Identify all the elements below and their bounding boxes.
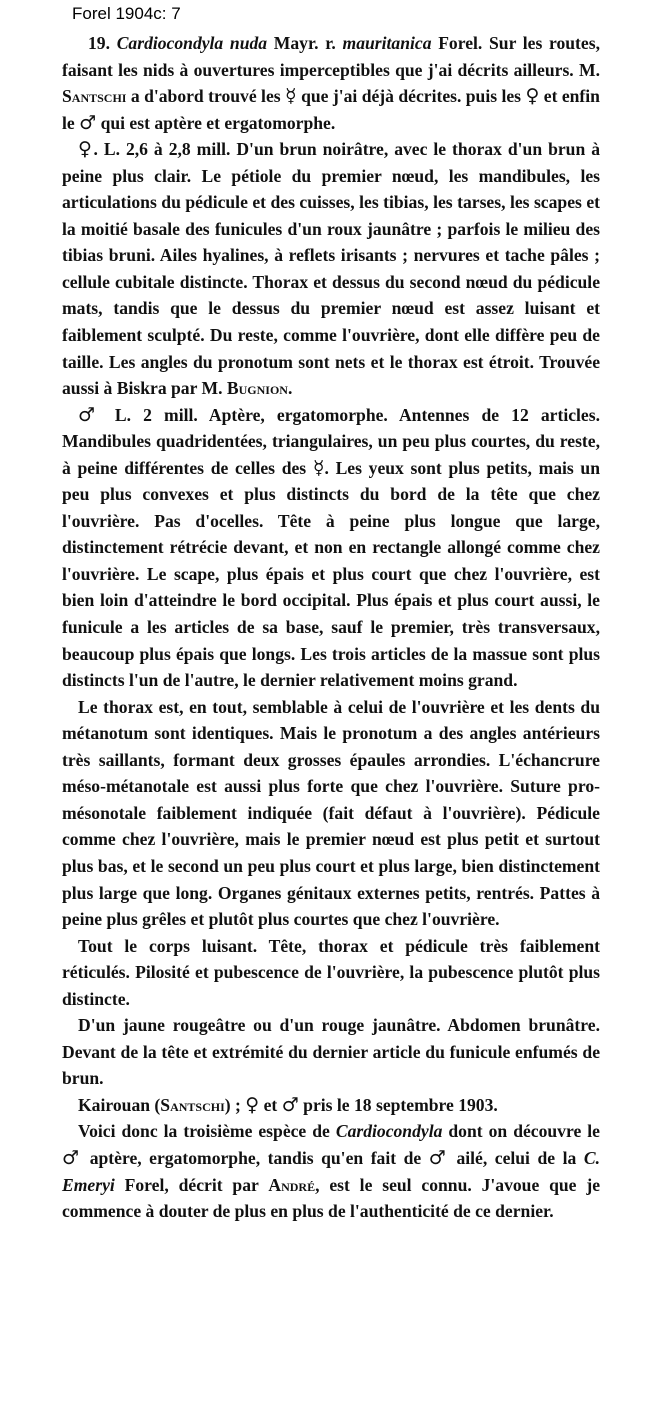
paragraph-text: . Les yeux sont plus petits, mais un peu plus convexes et plus distincts du bord de la tête que chez l'ouvrière. Pas d'ocelles. Tête à peine plus longue que large, distinctement rétrécie devant, et non en rectangle allongé comme chez l'ouvrière. Le scape, plus épais et plus court que chez l'ouvrière, est bien loin d'atteindre le bord occipital. Plus épais et plus court aussi, le funicule a les articles de sa base, sauf le premier, très transversaux, beaucoup plus épais que longs. Les trois articles de la massue sont plus distincts l'un de l'autre, le dernier relativement moins grand. bbox=[62, 457, 601, 691]
species-number: 19. bbox=[88, 33, 110, 53]
male-symbol-icon: ♂ bbox=[428, 1146, 449, 1169]
paragraph-color: D'un jaune rougeâtre ou d'un rouge jaunâtre. Abdomen brunâtre. Devant de la tête et extrémité du dernier article du funicule enfumés de brun. bbox=[62, 1015, 600, 1089]
paragraph-text: dont on découvre le bbox=[448, 1121, 600, 1142]
genus-name: Cardiocondyla bbox=[335, 1121, 443, 1142]
subspecies-name: mauritanica bbox=[342, 33, 432, 53]
paragraph-text: Forel, décrit par bbox=[124, 1174, 259, 1195]
worker-symbol-icon: ☿ bbox=[312, 456, 325, 479]
person-name: André bbox=[268, 1174, 316, 1195]
paragraph-text: et enfin le bbox=[62, 86, 600, 133]
paragraph-text: ailé, celui de la bbox=[456, 1147, 577, 1168]
page-header: Forel 1904c: 7 bbox=[72, 4, 181, 23]
paragraph-thorax: Le thorax est, en tout, semblable à celui de l'ouvrière et les dents du métanotum sont identiques. Mais le pronotum a des angles antérieurs très saillants, formant deux grosses épaules arrondies. L'échancrure méso-métanotale est aussi plus forte que chez l'ouvrière. Suture pro-mésonotale faiblement indiquée (fait défaut à l'ouvrière). Pédicule comme chez l'ouvrière, mais le premier nœud est plus petit et surtout plus bas, et le second un peu plus court et plus large, bien distinctement plus large que long. Organes génitaux externes petits, rentrés. Pattes à peine plus grêles et plutôt plus courtes que chez l'ouvrière. bbox=[62, 696, 600, 930]
paragraph-text: que j'ai déjà décrites. puis les bbox=[301, 86, 522, 107]
paragraph-text: aptère, ergatomorphe, tandis qu'en fait de bbox=[89, 1147, 422, 1168]
paragraph-text: pris le 18 septembre 1903. bbox=[303, 1094, 498, 1115]
paragraph-species-heading bbox=[62, 30, 600, 136]
locality-text: Kairouan ( bbox=[78, 1094, 161, 1115]
person-name: Santschi bbox=[160, 1094, 225, 1115]
paragraph-text: qui est aptère et ergatomorphe. bbox=[100, 112, 336, 133]
male-symbol-icon: ♂ bbox=[79, 111, 97, 134]
paragraph-text: a d'abord trouvé les bbox=[130, 86, 281, 107]
male-symbol-icon: ♂ bbox=[62, 1146, 83, 1169]
person-name: Santschi bbox=[62, 86, 127, 107]
paragraph-text: L. 2 mill. Aptère, ergatomorphe. Antennes de 12 articles. Mandibules quadridentées, triangulaires, un peu plus courtes, du reste, à peine différentes de celles des bbox=[62, 404, 600, 478]
female-symbol-icon: ♀ bbox=[525, 85, 540, 108]
worker-symbol-icon: ☿ bbox=[285, 85, 297, 108]
person-name: Bugnion bbox=[226, 378, 288, 399]
paragraph-locality bbox=[62, 1092, 600, 1119]
paragraph-text: Sur les routes, faisant les nids à ouvertures imperceptibles que j'ai décrits ailleurs. M. bbox=[62, 33, 600, 80]
male-symbol-icon: ♂ bbox=[281, 1093, 299, 1116]
paragraph-female-description: ♀. L. 2,6 à 2,8 mill. D'un brun noirâtre, avec le thorax d'un brun à peine plus clair. Le pétiole du premier nœud, les mandibules, les articulations du pédicule et des cuisses, les tibias, les tarses, les scapes et la moitié basale des funicules d'un roux jaunâtre ; parfois le milieu des tibias bruni. Ailes hyalines, à reflets irisants ; nervures et tache pâles ; cellule cubitale distincte. Thorax et dessus du second nœud du pédicule mats, tandis que le dessus du premier nœud est assez luisant et faiblement sculpté. Du reste, comme l'ouvrière, dont elle diffère peu de taille. Les angles du pronotum sont nets et le thorax est étroit. Trouvée aussi à Biskra par M. Bugnion. bbox=[62, 138, 601, 399]
paragraph-text: L. 2,6 à 2,8 mill. D'un brun noirâtre, avec le thorax d'un brun à peine plus clair. Le pétiole du premier nœud, les mandibules, les articulations du pédicule et des cuisses, les tibias, les tarses, les scapes et la moitié basale des funicules d'un roux jaunâtre ; parfois le milieu des tibias bruni. Ailes hyalines, à reflets irisants ; nervures et tache pâles ; cellule cubitale distincte. Thorax et dessus du second nœud du pédicule mats, tandis que le dessus du premier nœud est assez luisant et faiblement sculpté. Du reste, comme l'ouvrière, dont elle diffère peu de taille. Les angles du pronotum sont nets et le thorax est étroit. Trouvée aussi à Biskra par M. bbox=[62, 139, 601, 399]
paragraph-male-description bbox=[62, 402, 600, 694]
species-author-rank: Mayr. r. bbox=[273, 33, 336, 53]
paragraph-sculpture: Tout le corps luisant. Tête, thorax et pédicule très faiblement réticulés. Pilosité et pubescence de l'ouvrière, la pubescence plutôt plus distincte. bbox=[62, 935, 600, 1009]
document-body bbox=[62, 30, 600, 1225]
species-name: C. Emeryi bbox=[62, 1147, 600, 1195]
paragraph-text: et bbox=[263, 1094, 278, 1115]
paragraph-text: . bbox=[287, 378, 293, 399]
paragraph-text: ) ; bbox=[224, 1094, 241, 1115]
female-symbol-icon: ♀ bbox=[245, 1093, 260, 1116]
male-symbol-icon: ♂ bbox=[78, 403, 103, 426]
species-name: Cardiocondyla nuda bbox=[116, 33, 268, 53]
species-author: Forel. bbox=[438, 33, 483, 53]
paragraph-text: Voici donc la troisième espèce de bbox=[78, 1121, 330, 1142]
paragraph-remarks bbox=[62, 1118, 600, 1224]
paragraph-text: , est le seul connu. J'avoue que je commence à douter de plus en plus de l'authenticité de ce dernier. bbox=[62, 1174, 601, 1222]
female-symbol-icon: ♀ bbox=[78, 138, 94, 161]
